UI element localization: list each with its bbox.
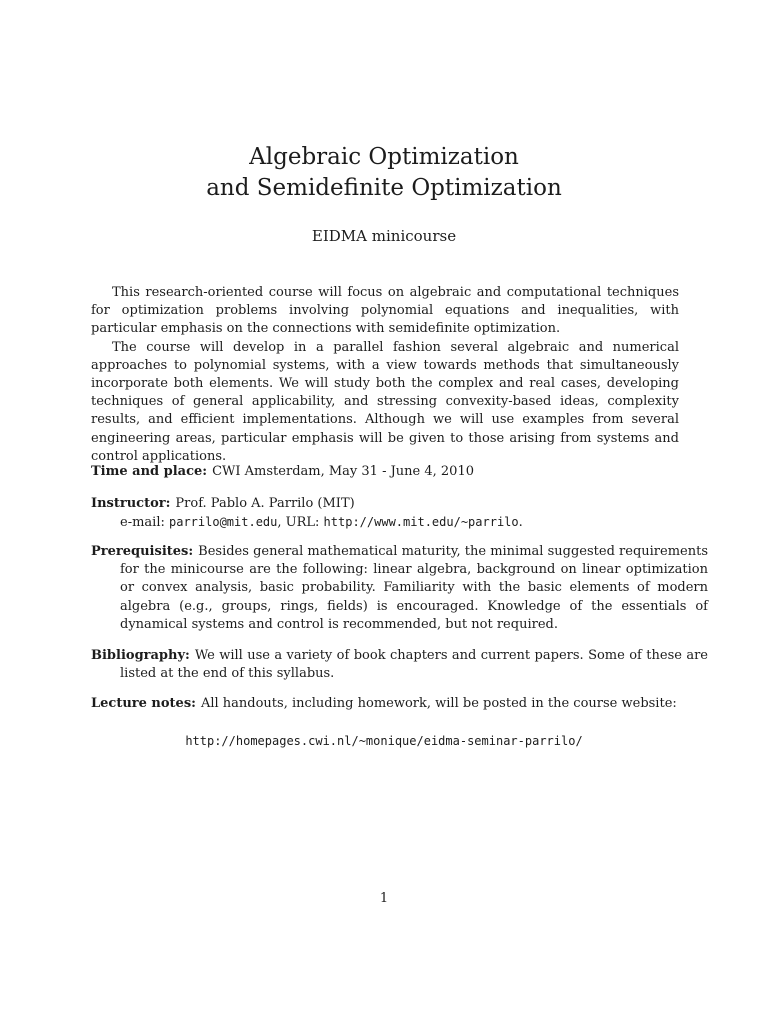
time-place-value: CWI Amsterdam, May 31 - June 4, 2010 xyxy=(212,464,474,479)
instructor-contact xyxy=(91,513,679,532)
page-number: 1 xyxy=(379,891,389,906)
intro-paragraph-2: The course will develop in a parallel fashion several algebraic and numerical approaches to polynomial systems, with a view towards methods that simultaneously incorporate both elements. We will study both the complex and real cases, developing techniques of general applicability, and stressing convexity-based ideas, complexity results, and efficient implementations. Although we will use examples from several engineering areas, particular emphasis will be given to those arising from systems and control applications. xyxy=(91,339,679,464)
prerequisites-text: Besides general mathematical maturity, the minimal suggested requirements for the minicourse are the following: linear algebra, background on linear optimization or convex analysis, basic probability. Familiarity with the basic elements of modern algebra (e.g., groups, rings, fields) is encouraged. Knowledge of the essentials of dynamical systems and control is recommended, but not required. xyxy=(120,544,708,632)
lecture-notes-label: Lecture notes: xyxy=(91,696,196,711)
page-subtitle: EIDMA minicourse xyxy=(311,227,457,245)
prerequisites-label: Prerequisites: xyxy=(91,544,194,559)
time-place-section xyxy=(91,463,679,481)
page-title xyxy=(0,142,768,204)
lecture-notes-text: All handouts, including homework, will be posted in the course website: xyxy=(200,696,677,711)
email-label: e-mail: xyxy=(120,515,165,531)
time-place-label: Time and place: xyxy=(91,464,208,479)
instructor-url-link[interactable]: http://www.mit.edu/~parrilo xyxy=(323,515,519,530)
instructor-email-link[interactable]: parrilo@mit.edu xyxy=(169,515,278,530)
lecture-notes-section xyxy=(91,695,679,713)
url-label: , URL: xyxy=(277,515,320,531)
bibliography-label: Bibliography: xyxy=(91,648,190,663)
intro-paragraph-1: This research-oriented course will focus on algebraic and computational techniques for optimization problems involving polynomial equations and inequalities, with particular emphasis on the connections with semidefinite optimization. xyxy=(91,285,679,337)
course-website-url-row xyxy=(0,732,768,750)
instructor-value: Prof. Pablo A. Parrilo (MIT) xyxy=(175,496,355,511)
instructor-end-punct: . xyxy=(518,515,523,531)
title-line-1: Algebraic Optimization xyxy=(249,144,519,170)
intro-section xyxy=(91,284,679,466)
bibliography-section xyxy=(91,647,708,683)
title-line-2: and Semidefinite Optimization xyxy=(206,175,562,201)
prerequisites-section xyxy=(91,543,708,634)
instructor-section xyxy=(91,495,679,532)
course-website-link[interactable]: http://homepages.cwi.nl/~monique/eidma-seminar-parrilo/ xyxy=(185,734,583,748)
bibliography-text: We will use a variety of book chapters and current papers. Some of these are listed at the end of this syllabus. xyxy=(120,648,708,682)
instructor-label: Instructor: xyxy=(91,496,171,511)
